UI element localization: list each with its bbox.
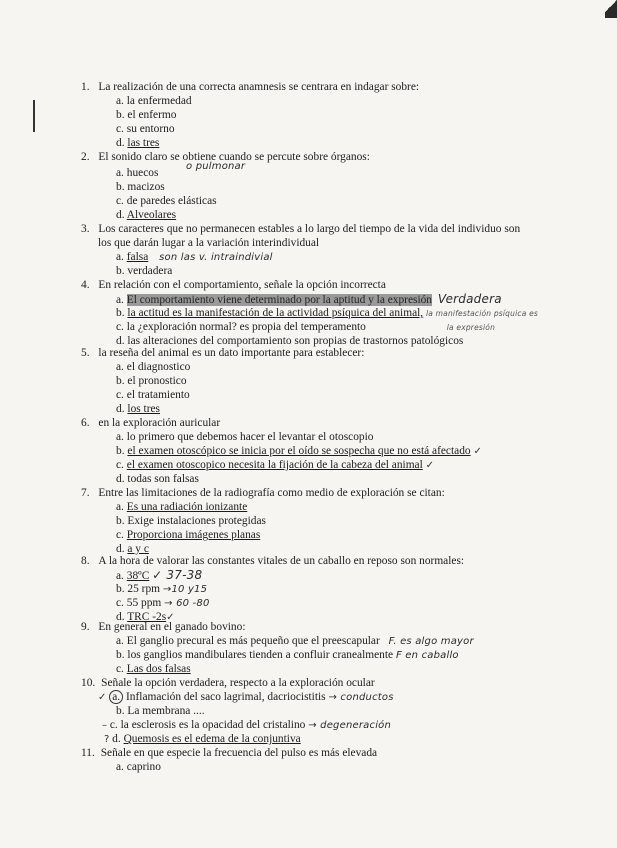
option-3b: b. verdadera	[116, 265, 173, 277]
dash-mark: –	[102, 720, 107, 731]
option-9a: a. El ganglio precural es más pequeño que el preescapular F. es algo mayor	[116, 635, 474, 647]
handwritten-note: ✓ 37-38	[152, 568, 203, 582]
handwritten-note: F. es algo mayor	[388, 636, 474, 647]
option-10d: ? d. Quemosis es el edema de la conjuntiva	[104, 733, 301, 745]
option-2d: d. Alveolares	[116, 209, 177, 221]
option-8b: b. 25 rpm →10 y15	[116, 583, 208, 595]
handwritten-note: o pulmonar	[186, 161, 246, 172]
check-icon: ✓	[473, 446, 482, 457]
handwritten-note: → degeneración	[308, 720, 392, 731]
option-2c: c. de paredes elásticas	[116, 195, 217, 207]
option-4a: a. El comportamiento viene determinado por la aptitud y la expresión Verdadera	[116, 292, 502, 306]
option-9b: b. los ganglios mandibulares tienden a confluir cranealmente F en caballo	[116, 649, 459, 661]
option-10b: b. La membrana ....	[116, 705, 205, 717]
option-6b: b. el examen otoscópico se inicia por el oído se sospecha que no está afectado ✓	[116, 445, 482, 457]
option-6a: a. lo primero que debemos hacer el levantar el otoscopio	[116, 431, 374, 443]
question-10: 10. Señale la opción verdadera, respecto a la exploración ocular	[81, 677, 375, 689]
handwritten-note: son las v. intraindivial	[159, 252, 273, 263]
handwritten-note: la manifestación psíquica es	[426, 309, 539, 318]
check-icon: ✓	[166, 612, 175, 623]
question-mark: ?	[104, 734, 110, 745]
handwritten-note: la expresión	[446, 323, 496, 332]
question-6: 6. en la exploración auricular	[81, 417, 221, 429]
option-7a: a. Es una radiación ionizante	[116, 501, 248, 513]
option-7d: d. a y c	[116, 543, 149, 555]
option-4c: c. la ¿exploración normal? es propia del temperamento la expresión	[116, 321, 496, 333]
option-10a: ✓ a. Inflamación del saco lagrimal, dacriocistitis → conductos	[98, 691, 394, 703]
option-6d: d. todas son falsas	[116, 473, 199, 485]
handwritten-note: Verdadera	[437, 292, 502, 306]
option-5b: b. el pronostico	[116, 375, 187, 387]
question-number: 1.	[81, 81, 90, 93]
option-1a: a. la enfermedad	[116, 95, 192, 107]
option-5a: a. el diagnostico	[116, 361, 191, 373]
option-5d: d. los tres	[116, 403, 160, 415]
option-4d: d. las alteraciones del comportamiento son propias de trastornos patológicos	[116, 335, 464, 347]
option-2b: b. macizos	[116, 181, 165, 193]
question-7: 7. Entre las limitaciones de la radiografía como medio de exploración se citan:	[81, 487, 445, 499]
option-6c: c. el examen otoscopico necesita la fijación de la cabeza del animal ✓	[116, 459, 435, 471]
option-5c: c. el tratamiento	[116, 389, 190, 401]
handwritten-note: → 60 -80	[164, 598, 210, 609]
check-icon: ✓	[425, 460, 435, 471]
option-1d: d. las tres	[116, 137, 160, 149]
option-8a: a. 38ºC ✓ 37-38	[116, 568, 203, 582]
option-7b: b. Exige instalaciones protegidas	[116, 515, 266, 527]
option-9c: c. Las dos falsas	[116, 663, 191, 675]
question-5: 5. la reseña del animal es un dato importante para establecer:	[81, 347, 365, 359]
question-8: 8. A la hora de valorar las constantes vitales de un caballo en reposo son normales:	[81, 555, 465, 567]
option-8d: d. TRC -2s✓	[116, 611, 175, 623]
question-1	[81, 80, 419, 94]
option-4b: b. la actitud es la manifestación de la actividad psíquica del animal, la manifestación psíquica es	[116, 307, 539, 319]
question-3-continued: los que darán lugar a la variación interindividual	[98, 237, 320, 249]
question-4: 4. En relación con el comportamiento, señale la opción incorrecta	[81, 279, 386, 291]
option-7c: c. Proporciona imágenes planas	[116, 529, 261, 541]
option-10c: – c. la esclerosis es la opacidad del cristalino → degeneración	[102, 719, 392, 731]
question-9: 9. En general en el ganado bovino:	[81, 621, 246, 633]
handwritten-note: → conductos	[328, 692, 394, 703]
question-text: La realización de una correcta anamnesis se centrara en indagar sobre:	[98, 81, 420, 93]
option-1c: c. su entorno	[116, 123, 175, 135]
option-11a: a. caprino	[116, 761, 161, 773]
question-3: 3. Los caracteres que no permanecen estables a lo largo del tiempo de la vida del individuo son	[81, 223, 521, 235]
handwritten-note: →10 y15	[162, 584, 208, 595]
question-2: 2. El sonido claro se obtiene cuando se percute sobre órganos:	[81, 151, 370, 163]
check-icon: ✓	[98, 692, 107, 703]
option-1b: b. el enfermo	[116, 109, 177, 121]
option-3a: a. falsa son las v. intraindivial	[116, 251, 273, 263]
option-2a: a. huecos	[116, 167, 159, 179]
option-8c: c. 55 ppm → 60 -80	[116, 597, 210, 609]
question-11: 11. Señale en que especie la frecuencia del pulso es más elevada	[81, 747, 378, 759]
handwritten-note: F en caballo	[395, 650, 459, 661]
